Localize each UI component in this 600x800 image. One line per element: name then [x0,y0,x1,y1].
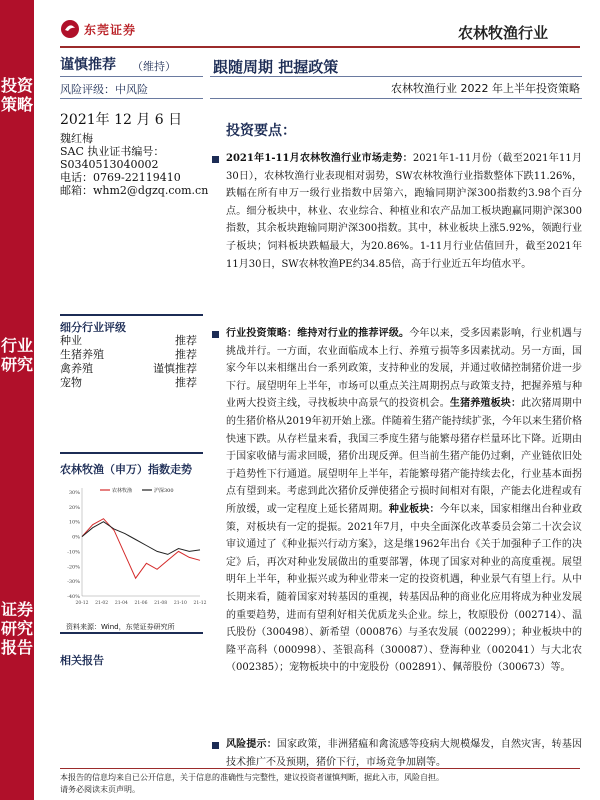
risk-divider [60,98,203,99]
footer-divider [60,768,580,769]
bullet-icon [212,331,219,338]
related-reports-title: 相关报告 [60,654,104,667]
chart-y-tick-label: -10% [67,549,80,556]
sidebar-bar [0,0,34,800]
chart-x-tick-label: 20-12 [75,601,89,606]
analyst-name: 魏红梅 [60,132,93,145]
analyst-cert-label: SAC 执业证书编号： [60,145,165,158]
analyst-email: 邮箱：whm2@dgzq.com.cn [60,184,209,197]
chart-top-rule [60,452,203,454]
report-title: 跟随周期 把握政策 [213,58,339,76]
chart-y-tick-label: 0% [72,534,80,541]
chart-legend-label: 沪深300 [154,488,174,494]
risk-rating: 风险评级：中风险 [60,83,148,96]
sub-industry-table [60,334,203,390]
sidebar-label-report: 证券研究报告 [0,600,33,657]
sub-industry-rating: 推荐 [175,376,197,389]
chart-x-tick-label: 21-10 [173,601,187,606]
paragraph-title: 2021年1-11月农林牧渔行业市场走势： [226,153,413,164]
bullet-icon [212,156,219,163]
keypoints-title: 投资要点： [226,123,296,139]
sidebar-label-industry: 行业研究 [0,336,33,374]
sub-industry-name: 宠物 [60,376,82,389]
table-row [60,362,203,376]
paragraph-body: 今年以来，国家相继出台种业政策，对板块有一定的提振。2021年7月，中央全面深化改革委员会第二十次会议审议通过了《种业振兴行动方案》，这是继1962年出台《关于加强种子工作的决定》后，再次对种业发展做出的重要部署，体现了国家对种业的高度重视。展望明年上半年，种业振兴或为种业带来一定的投资机遇，种业景气有望上行。从中长期来看，随着国家对转基因的重视，转基因品种的商业化应用将成为种业发展的重要趋势，进而有望利好相关优质龙头企业。综上，牧原股份（002714）、温氏股份（300498）、新希望（000876）与圣农发展（002299）；种业板块中的隆平高科（000998）、荃银高科（300087）、登海种业（002041）与大北农（002385）；宠物板块中的中宠股份（002891）、佩蒂股份（300673）等。 [226,503,583,674]
sub-industry-name: 生猪养殖 [60,348,104,361]
paragraph-strategy [226,325,582,677]
sub-industry-rating: 推荐 [175,348,197,361]
chart-title: 农林牧渔（申万）指数走势 [60,463,192,476]
sub-industry-rating: 谨慎推荐 [153,362,197,375]
chart-x-tick-label: 21-08 [154,601,168,606]
chart-y-tick-label: -40% [67,594,80,600]
chart-y-tick-label: 30% [68,490,80,496]
analyst-contact [60,132,210,197]
header-divider [60,46,580,48]
rating-hold: （维持） [132,60,176,73]
paragraph-risk [226,736,582,771]
table-row [60,376,203,390]
rating-main: 谨慎推荐 [60,57,116,73]
chart-y-tick-label: 20% [68,504,80,511]
chart-legend-label: 农林牧渔 [112,488,133,494]
report-subtitle: 农林牧渔行业 2022 年上半年投资策略 [391,82,580,95]
subtitle-divider [210,98,582,99]
report-date: 2021年 12 月 6 日 [60,112,183,128]
sub-industry-title: 细分行业评级 [60,321,126,334]
chart-y-tick-label: 10% [68,519,80,526]
index-trend-chart [60,478,207,620]
paragraph-subtitle: 生猪养殖板块： [449,398,522,410]
sub-industry-top-rule [60,314,203,316]
chart-y-tick-label: -30% [67,579,80,586]
paragraph-title: 行业投资策略：维持对行业的推荐评级。 [226,328,410,339]
chart-x-tick-label: 21-06 [134,601,148,606]
rating-divider [60,76,203,77]
paragraph-title: 风险提示： [226,739,277,750]
analyst-phone: 电话：0769-22119410 [60,171,181,184]
related-top-rule [60,632,203,634]
sub-industry-rating: 推荐 [175,334,197,347]
brand-logo-icon [60,19,80,39]
brand-name: 东莞证券 [84,23,137,37]
footer-line: 本报告的信息均来自已公开信息，关于信息的准确性与完整性，建议投资者谨慎判断，据此入市，风险自担。 [60,773,444,782]
sidebar-label-strategy: 投资策略 [0,76,33,114]
chart-source: 资料来源：Wind，东莞证券研究所 [66,623,175,631]
paragraph-body: 此次猪周期中的生猪价格从2019年初开始上涨。伴随着生猪产能持续扩张，今年以来生猪价格快速下跌。从存栏量来看，我国三季度生猪与能繁母猪存栏量环比下降。近期由于国家收储与需求回暖，猪价出现反弹。但当前生猪产能仍过剩，产业链依旧处于趋势性下行通道。展望明年上半年，若能繁母猪产能持续去化，行业基本面拐点有望到来。考虑到此次猪价反弹使猪企亏损时间相对有限，产能去化进程或有所放缓，或一定程度上延长猪周期。 [226,398,583,515]
chart-series-line-0 [82,519,200,579]
table-row [60,334,203,348]
chart-y-tick-label: -20% [67,564,80,571]
chart-x-tick-label: 21-12 [193,601,207,606]
paragraph-body: 今年以来，受多因素影响，行业机遇与挑战并行。一方面，农业面临成本上行、养殖亏损等多因素扰动。另一方面，国家今年以来相继出台一系列政策，支持种业的发展，并通过收储控制猪价进一步下行。展望明年上半年，市场可以重点关注周期拐点与政策支持，把握养殖与种业两大投资主线，寻找板块中高景气的投资机会。 [226,328,583,410]
footer-disclaimer [60,772,580,796]
industry-label: 农林牧渔行业 [457,24,548,42]
paragraph-body: 2021年1-11月份（截至2021年11月30日），农林牧渔行业表现相对弱势，SW农林牧渔行业指数整体下跌11.26%，跌幅在所有申万一级行业指数中居第六，跑输同期沪深300指数约3.98个百分点。细分板块中，林业、农业综合、种植业和农产品加工板块跑赢同期沪深300指数，其余板块跑输同期沪深300指数。其中，林业板块上涨5.92%，领跑行业子板块；饲料板块跌幅最大，为20.86%。1-11月行业估值回升，截至2021年11月30日，SW农林牧渔PE约34.85倍，高于行业近五年均值水平。 [226,153,582,270]
chart-x-tick-label: 21-04 [114,601,128,606]
analyst-cert-no: S0340513040002 [60,158,159,171]
table-row [60,348,203,362]
footer-line: 请务必阅读末页声明。 [60,785,140,794]
paragraph-subtitle: 种业板块： [388,503,440,515]
sub-industry-name: 种业 [60,334,82,347]
bullet-icon [212,742,219,749]
title-divider [210,76,582,77]
sub-industry-name: 禽养殖 [60,362,93,375]
paragraph-market-trend [226,150,582,273]
chart-series-line-1 [82,522,200,555]
chart-x-tick-label: 21-02 [95,601,109,606]
paragraph-body: 国家政策，非洲猪瘟和禽流感等疫病大规模爆发，自然灾害，转基因技术推广不及预期，猪价下行，市场竞争加剧等。 [226,739,583,768]
